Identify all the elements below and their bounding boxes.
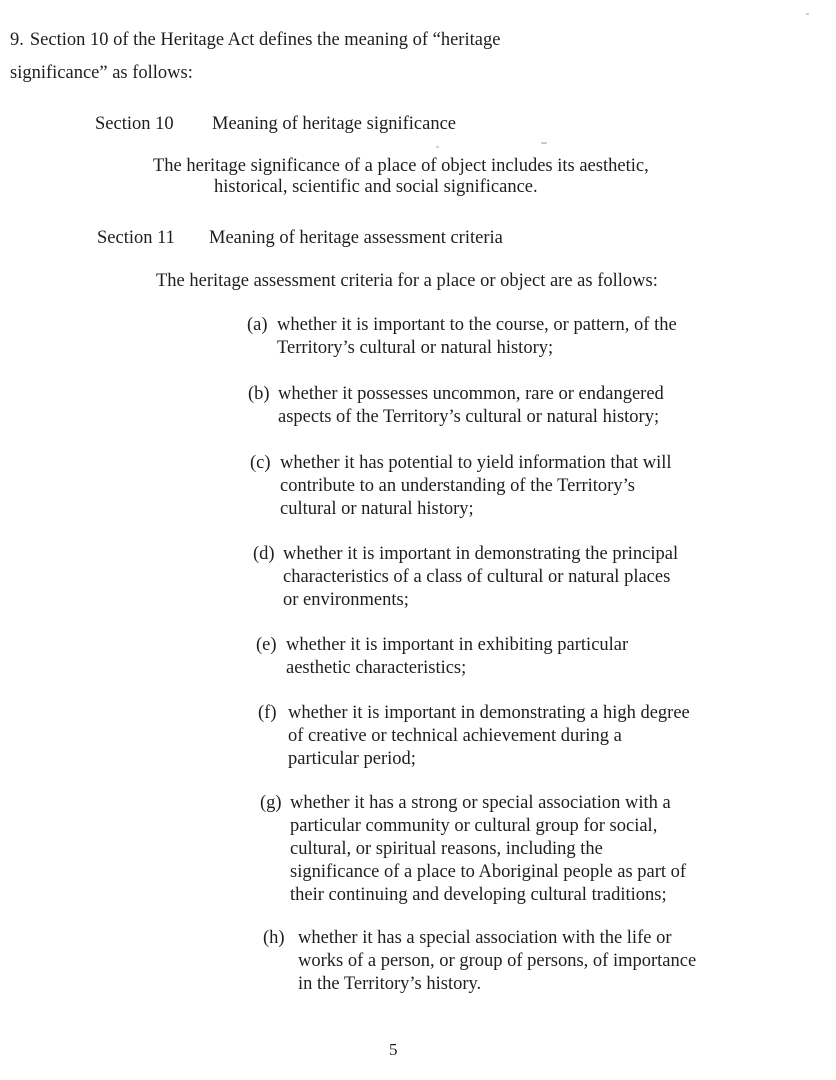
scan-speck xyxy=(436,146,439,148)
criterion-label: (a) xyxy=(247,315,268,335)
criterion-line: aesthetic characteristics; xyxy=(286,658,467,678)
criterion-text xyxy=(250,452,770,521)
criterion-line: particular community or cultural group for social, xyxy=(290,816,658,836)
criterion-line: contribute to an understanding of the Territory’s xyxy=(280,476,635,496)
paragraph-line-1 xyxy=(10,24,630,57)
criterion-line: significance of a place to Aboriginal people as part of xyxy=(290,862,687,882)
criterion-g xyxy=(260,792,780,907)
criterion-label: (d) xyxy=(253,544,275,564)
paragraph-number: 9. xyxy=(10,30,24,50)
criterion-line: whether it is important in exhibiting particular xyxy=(286,635,629,655)
criterion-line: of creative or technical achievement during a xyxy=(288,726,622,746)
criterion-label: (h) xyxy=(263,928,285,948)
criterion-d xyxy=(253,543,773,612)
criterion-line: their continuing and developing cultural traditions; xyxy=(290,885,667,905)
criterion-a xyxy=(247,314,767,360)
criterion-line: whether it is important to the course, or pattern, of the xyxy=(277,315,677,335)
criterion-text xyxy=(253,543,773,612)
criterion-line: whether it possesses uncommon, rare or endangered xyxy=(278,384,664,404)
section-11-heading xyxy=(97,228,503,249)
criterion-line: Territory’s cultural or natural history; xyxy=(277,338,554,358)
section-10-number: Section 10 xyxy=(95,114,174,134)
section-10-body-line-1: The heritage significance of a place of object includes its aesthetic, xyxy=(153,156,649,176)
criterion-line: or environments; xyxy=(283,590,409,610)
criterion-label: (g) xyxy=(260,793,282,813)
criterion-line: cultural, or spiritual reasons, including the xyxy=(290,839,603,859)
section-11-title: Meaning of heritage assessment criteria xyxy=(209,228,503,248)
criterion-text xyxy=(256,634,776,680)
criterion-h xyxy=(263,927,783,996)
criterion-line: whether it is important in demonstrating the principal xyxy=(283,544,679,564)
criterion-text xyxy=(260,792,780,907)
criterion-text xyxy=(263,927,783,996)
criterion-line: works of a person, or group of persons, of importance xyxy=(298,951,697,971)
criterion-line: in the Territory’s history. xyxy=(298,974,482,994)
criterion-line: cultural or natural history; xyxy=(280,499,474,519)
criterion-f xyxy=(258,702,778,771)
page-number: 5 xyxy=(389,1040,398,1059)
section-10-body-line-2: historical, scientific and social significance. xyxy=(214,177,538,197)
scan-speck xyxy=(806,13,809,15)
criterion-c xyxy=(250,452,770,521)
criterion-text xyxy=(258,702,778,771)
criterion-b xyxy=(248,383,768,429)
scan-speck xyxy=(541,142,547,144)
criterion-e xyxy=(256,634,776,680)
criterion-line: aspects of the Territory’s cultural or natural history; xyxy=(278,407,660,427)
criterion-line: whether it has a special association with the life or xyxy=(298,928,672,948)
paragraph-text-line-1: Section 10 of the Heritage Act defines the meaning of “heritage xyxy=(29,30,501,50)
criterion-line: characteristics of a class of cultural or natural places xyxy=(283,567,671,587)
section-11-number: Section 11 xyxy=(97,228,175,248)
section-10-body xyxy=(153,156,773,198)
criterion-line: whether it has potential to yield information that will xyxy=(280,453,672,473)
section-11-intro: The heritage assessment criteria for a place or object are as follows: xyxy=(156,271,658,291)
criterion-label: (e) xyxy=(256,635,277,655)
criterion-line: whether it has a strong or special association with a xyxy=(290,793,671,813)
criterion-line: particular period; xyxy=(288,749,416,769)
paragraph-text-line-2: significance” as follows: xyxy=(10,63,193,83)
section-10-heading xyxy=(95,114,456,135)
criterion-label: (b) xyxy=(248,384,270,404)
criterion-text xyxy=(248,383,768,429)
section-10-title: Meaning of heritage significance xyxy=(212,114,456,134)
criterion-label: (c) xyxy=(250,453,271,473)
criterion-text xyxy=(247,314,767,360)
paragraph-9 xyxy=(10,24,630,90)
criterion-line: whether it is important in demonstrating a high degree xyxy=(288,703,690,723)
criterion-label: (f) xyxy=(258,703,277,723)
